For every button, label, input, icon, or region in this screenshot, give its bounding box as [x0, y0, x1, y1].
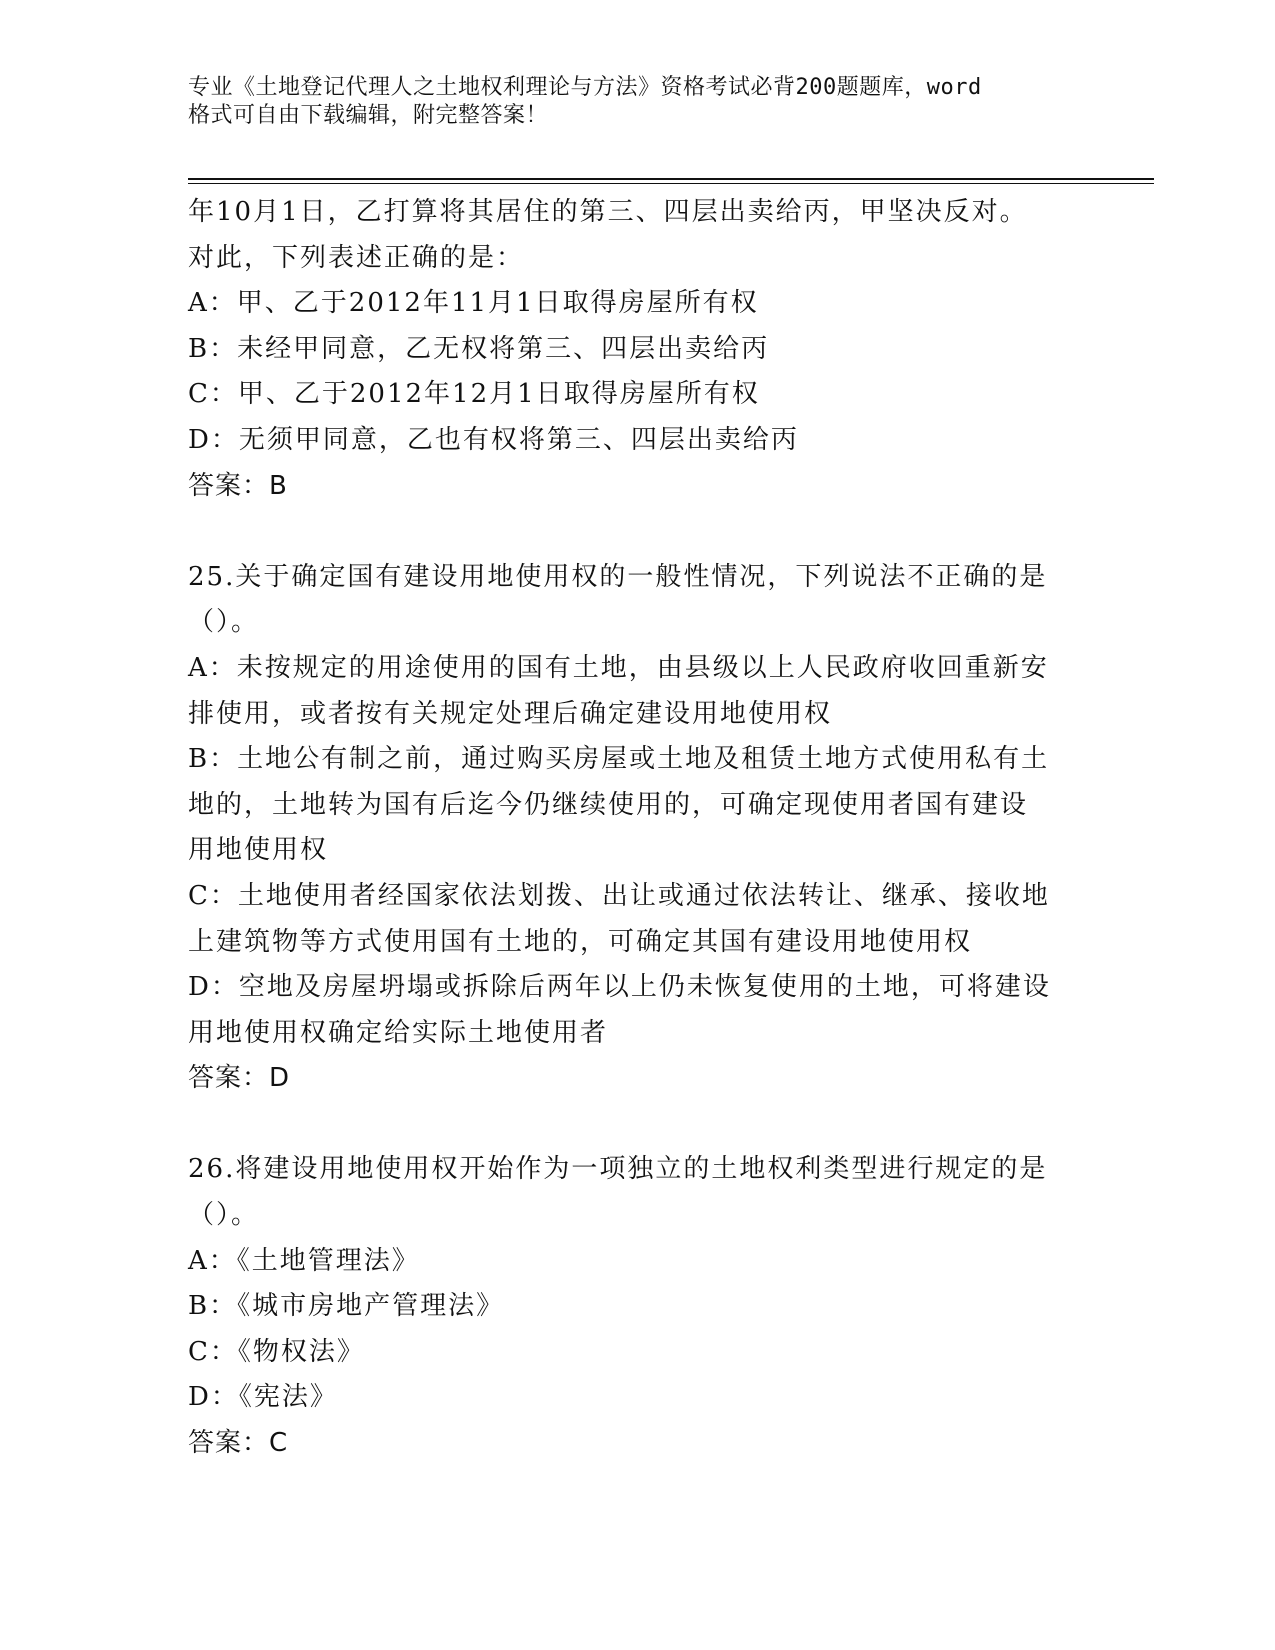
option-c: C：《物权法》	[188, 1336, 365, 1367]
option-d: D：无须甲同意，乙也有权将第三、四层出卖给丙	[188, 424, 799, 455]
question-25	[188, 555, 1088, 1102]
option-c: C：土地使用者经国家依法划拨、出让或通过依法转让、继承、接收地	[188, 880, 1050, 911]
answer: 答案：D	[188, 1063, 291, 1094]
question-stem-line: 年10月1日，乙打算将其居住的第三、四层出卖给丙，甲坚决反对。	[188, 197, 1028, 227]
question-stem-line: 25.关于确定国有建设用地使用权的一般性情况，下列说法不正确的是	[188, 561, 1048, 592]
option-b: B：《城市房地产管理法》	[188, 1291, 505, 1322]
question-stem-line: 对此，下列表述正确的是：	[188, 242, 525, 273]
option-b-cont: 地的，土地转为国有后迄今仍继续使用的，可确定现使用者国有建设	[188, 789, 1029, 820]
option-a-cont: 排使用，或者按有关规定处理后确定建设用地使用权	[188, 698, 833, 729]
question-26	[188, 1147, 1088, 1466]
answer: 答案：B	[188, 470, 288, 501]
option-b: B：未经甲同意，乙无权将第三、四层出卖给丙	[188, 333, 770, 364]
header-line-1: 专业《土地登记代理人之土地权利理论与方法》资格考试必背200题题库，word	[188, 75, 982, 100]
question-24	[188, 190, 1088, 509]
option-b-cont: 用地使用权	[188, 835, 329, 866]
header-divider-thick	[188, 178, 1154, 180]
question-stem-line: 26.将建设用地使用权开始作为一项独立的土地权利类型进行规定的是	[188, 1154, 1048, 1185]
header-line-2: 格式可自由下载编辑，附完整答案！	[188, 103, 549, 128]
option-a: A：未按规定的用途使用的国有土地，由县级以上人民政府收回重新安	[188, 652, 1049, 683]
document-header	[188, 74, 1068, 130]
option-a: A：《土地管理法》	[188, 1245, 420, 1276]
answer: 答案：C	[188, 1428, 289, 1459]
option-b: B：土地公有制之前，通过购买房屋或土地及租赁土地方式使用私有土	[188, 744, 1050, 775]
option-d: D：《宪法》	[188, 1382, 338, 1413]
question-stem-line: （）。	[188, 1200, 260, 1231]
question-spacer	[188, 509, 1088, 555]
option-c-cont: 上建筑物等方式使用国有土地的，可确定其国有建设用地使用权	[188, 926, 973, 957]
option-d: D：空地及房屋坍塌或拆除后两年以上仍未恢复使用的土地，可将建设	[188, 972, 1051, 1003]
option-a: A：甲、乙于2012年11月1日取得房屋所有权	[188, 288, 759, 319]
option-c: C：甲、乙于2012年12月1日取得房屋所有权	[188, 379, 760, 410]
question-stem-line: （）。	[188, 607, 260, 638]
question-spacer	[188, 1102, 1088, 1148]
option-d-cont: 用地使用权确定给实际土地使用者	[188, 1017, 609, 1048]
header-divider-thin	[188, 183, 1154, 184]
question-content	[188, 190, 1088, 1467]
